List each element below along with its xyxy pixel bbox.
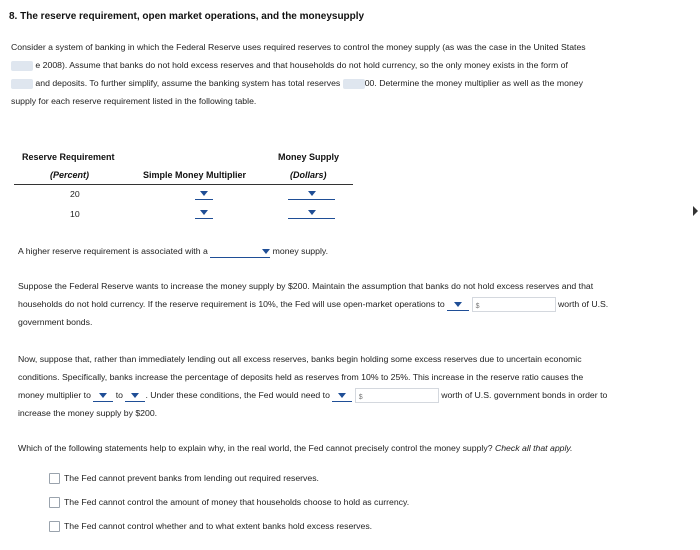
option-checkbox-3[interactable] xyxy=(49,521,60,532)
intro-line-3: and deposits. To further simplify, assume the banking system has total reserves 00. Determine the money multiplier as well as the money xyxy=(11,74,691,92)
chevron-down-icon xyxy=(308,210,316,215)
chevron-down-icon xyxy=(308,191,316,196)
col-multiplier-header: Simple Money Multiplier xyxy=(143,170,247,180)
money-supply-dropdown-row2[interactable] xyxy=(288,209,335,219)
row-reserve-value: 20 xyxy=(70,189,80,199)
col-reserve-header: Reserve Requirement xyxy=(22,152,115,162)
chevron-down-icon xyxy=(200,210,208,215)
intro-paragraph xyxy=(11,38,691,110)
option-label-2: The Fed cannot control the amount of money that households choose to hold as currency. xyxy=(64,497,410,507)
part3-line-1: Now, suppose that, rather than immediately lending out all excess reserves, banks begin holding some excess reserves due to uncertain economic xyxy=(18,354,582,364)
multiplier-from-dropdown[interactable] xyxy=(93,392,113,402)
chevron-down-icon xyxy=(131,393,139,398)
col-money-supply-subheader: (Dollars) xyxy=(290,170,327,180)
table-header-rule xyxy=(14,184,353,185)
open-market-action-dropdown[interactable] xyxy=(447,301,469,311)
higher-req-sentence: A higher reserve requirement is associated with a money supply. xyxy=(18,246,328,256)
option-checkbox-2[interactable] xyxy=(49,497,60,508)
col-money-supply-header: Money Supply xyxy=(278,152,340,162)
part2-line-3: government bonds. xyxy=(18,317,93,327)
option-label-1: The Fed cannot prevent banks from lending out required reserves. xyxy=(64,473,319,483)
question-title: 8. The reserve requirement, open market operations, and the moneysupply xyxy=(9,11,365,22)
intro-line-1: Consider a system of banking in which the Federal Reserve uses required reserves to control the money supply (as was the case in the United States xyxy=(11,42,586,52)
multiplier-dropdown-row2[interactable] xyxy=(195,209,213,219)
option-checkbox-1[interactable] xyxy=(49,473,60,484)
chevron-down-icon xyxy=(454,302,462,307)
fed-action-dropdown[interactable] xyxy=(332,392,352,402)
part3-paragraph xyxy=(18,350,694,422)
multiplier-dropdown-row1[interactable] xyxy=(195,190,213,200)
bond-amount-input-2[interactable] xyxy=(355,388,439,403)
obscured-text xyxy=(11,79,33,89)
dollar-sign: $ xyxy=(475,303,480,311)
part3-line-4: increase the money supply by $200. xyxy=(18,408,158,418)
bond-amount-input[interactable] xyxy=(472,297,556,312)
part2-line-1: Suppose the Federal Reserve wants to increase the money supply by $200. Maintain the assumption that banks do not hold excess reserves and that xyxy=(18,281,594,291)
col-reserve-subheader: (Percent) xyxy=(50,170,90,180)
part3-line-2: conditions. Specifically, banks increase the percentage of deposits held as reserves from 10% to 25%. This increase in the reserve ratio causes the xyxy=(18,372,584,382)
row-reserve-value: 10 xyxy=(70,209,80,219)
part3-line-3: money multiplier to to . Under these conditions, the Fed would need to $ worth of U.S. government bonds in order to xyxy=(18,386,694,404)
scroll-arrow-icon[interactable] xyxy=(693,206,698,216)
chevron-down-icon xyxy=(99,393,107,398)
obscured-text xyxy=(11,61,33,71)
part2-paragraph xyxy=(18,277,690,331)
dollar-sign: $ xyxy=(358,394,363,402)
intro-line-4: supply for each reserve requirement listed in the following table. xyxy=(11,96,257,106)
chevron-down-icon xyxy=(338,393,346,398)
higher-req-dropdown[interactable] xyxy=(210,248,270,258)
part2-line-2: households do not hold currency. If the reserve requirement is 10%, the Fed will use open-market operations to $ worth of U.S. xyxy=(18,295,690,313)
money-supply-dropdown-row1[interactable] xyxy=(288,190,335,200)
chevron-down-icon xyxy=(262,249,270,254)
obscured-text xyxy=(343,79,365,89)
option-label-3: The Fed cannot control whether and to what extent banks hold excess reserves. xyxy=(64,521,373,531)
part4-prompt: Which of the following statements help to explain why, in the real world, the Fed cannot precisely control the money supply? Check all that apply. xyxy=(18,443,573,453)
chevron-down-icon xyxy=(200,191,208,196)
multiplier-to-dropdown[interactable] xyxy=(125,392,145,402)
intro-line-2: e 2008). Assume that banks do not hold excess reserves and that households do not hold currency, so the only money exists in the form of xyxy=(11,56,691,74)
